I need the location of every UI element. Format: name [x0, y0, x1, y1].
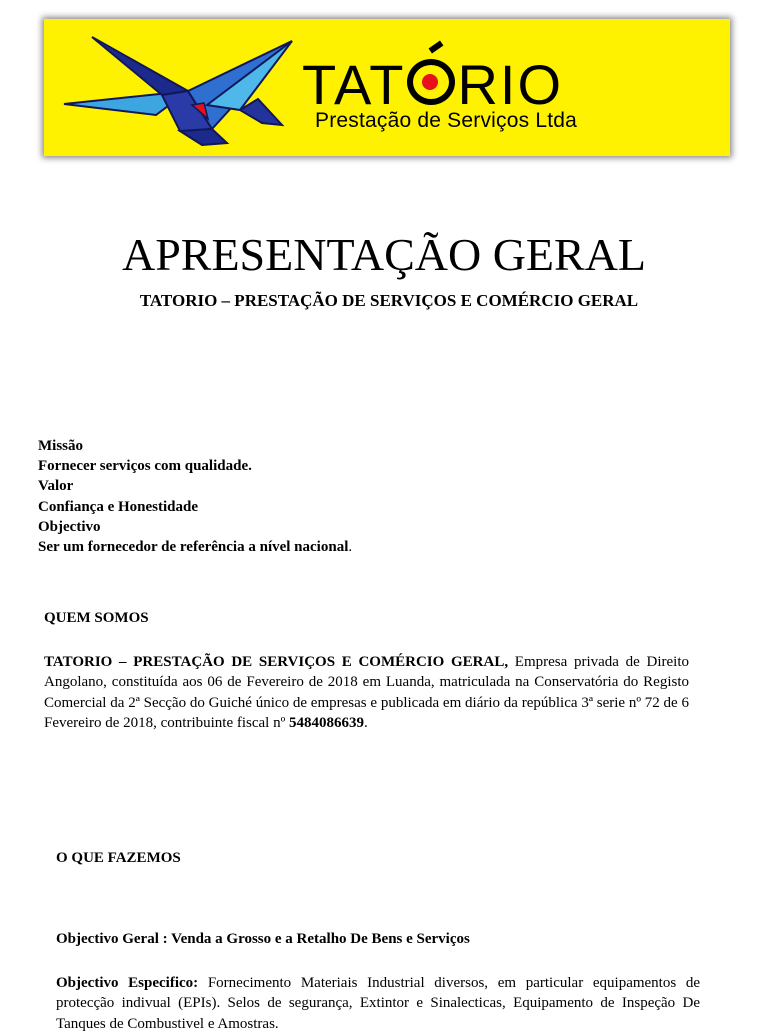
- page-subtitle: TATORIO – PRESTAÇÃO DE SERVIÇOS E COMÉRCIO GERAL: [139, 291, 639, 310]
- tax-number: 5484086639: [289, 714, 364, 731]
- objectivo-especifico-paragraph: [56, 973, 700, 1034]
- company-banner: [44, 19, 730, 156]
- objectivo-geral: Objectivo Geral : Venda a Grosso e a Retalho De Bens e Serviços: [56, 931, 470, 947]
- objectivo-period: .: [348, 539, 353, 556]
- objectivo-text: Ser um fornecedor de referência a nível nacional: [38, 539, 349, 556]
- brand-name: TAT RIO: [302, 57, 563, 113]
- company-description: Empresa privada de Direito Angolano, constituída aos 06 de Fevereiro de 2018 em Luanda, matriculada na Conservatória do Registo Comercial da 2ª Secção do Guiché único de empresas e publicada em diário da república 3ª serie nº 72 de 6 Fevereiro de 2018, contribuinte fiscal nº: [44, 654, 689, 731]
- objectivo-line: [38, 537, 352, 557]
- especifico-text: Fornecimento Materiais Industrial diversos, em particular equipamentos de protecção indivual (EPIs). Selos de segurança, Extintor e Sinalecticas, Equipamento de Inspeção De Tanques de Combustivel e Amostras.: [56, 975, 701, 1032]
- accent-mark-icon: [429, 41, 444, 54]
- missao-text: Fornecer serviços com qualidade.: [38, 458, 252, 475]
- brand-o-logo-icon: [407, 59, 455, 105]
- missao-label: Missão: [38, 438, 83, 454]
- paragraph-end: .: [364, 714, 368, 731]
- quem-somos-heading: QUEM SOMOS: [44, 610, 149, 626]
- o-que-fazemos-heading: O QUE FAZEMOS: [56, 850, 181, 866]
- brand-subtitle: Prestação de Serviços Ltda: [315, 109, 578, 132]
- quem-somos-paragraph: [44, 652, 689, 733]
- valor-label: Valor: [38, 478, 74, 495]
- company-name: TATORIO – PRESTAÇÃO DE SERVIÇOS E COMÉRCIO GERAL,: [44, 654, 509, 670]
- mission-values-block: [38, 436, 352, 557]
- red-dot-icon: [422, 74, 438, 90]
- page-title: APRESENTAÇÃO GERAL: [121, 229, 647, 280]
- objectivo-label: Objectivo: [38, 518, 101, 535]
- valor-text: Confiança e Honestidade: [38, 498, 199, 515]
- especifico-label: Objectivo Especifico:: [56, 975, 199, 991]
- origami-crane-logo: [62, 35, 302, 147]
